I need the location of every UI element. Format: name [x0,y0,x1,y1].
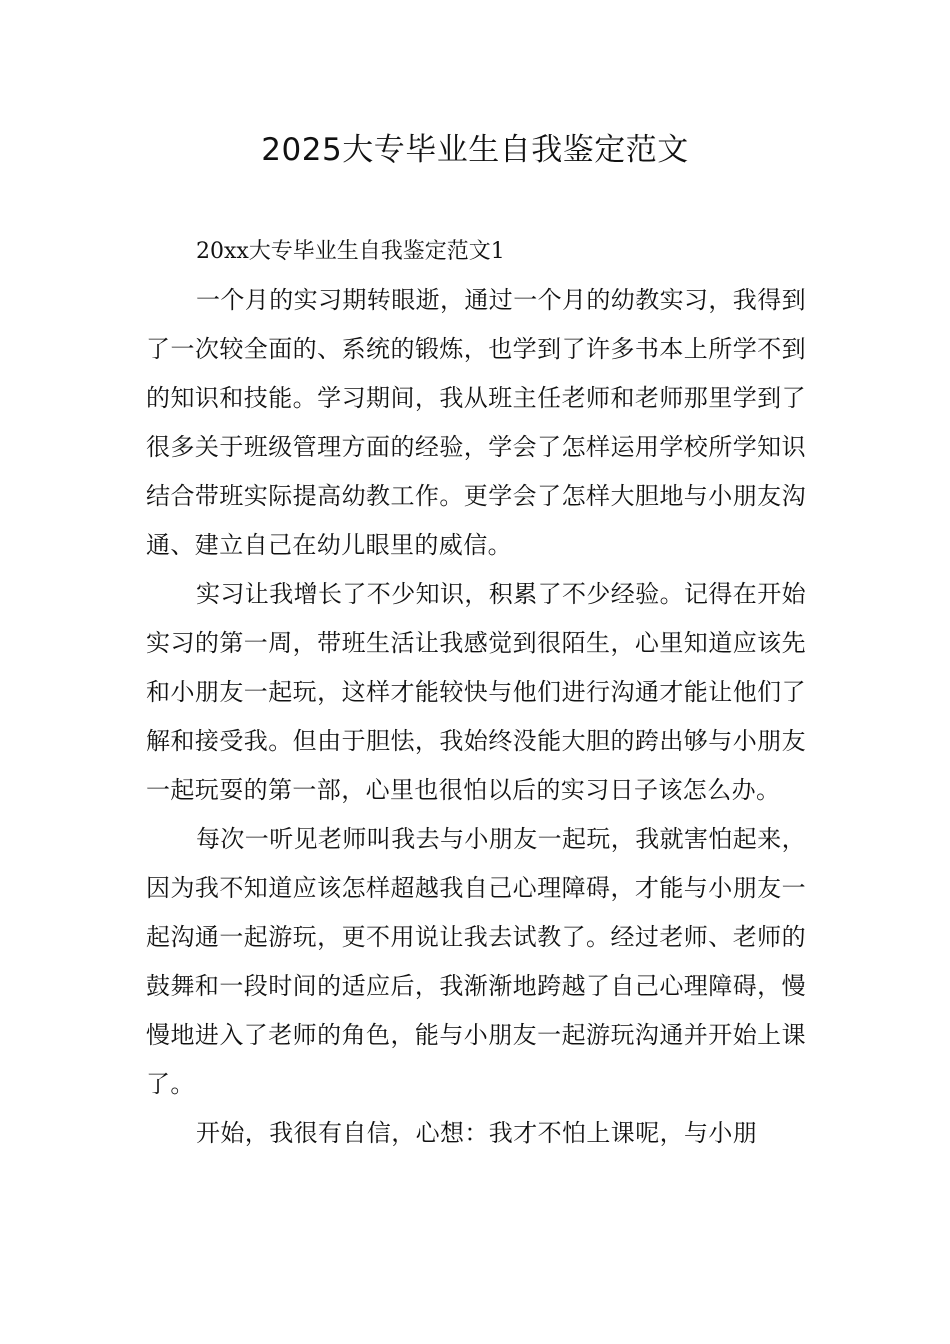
document-title: 2025大专毕业生自我鉴定范文 [261,132,689,168]
paragraph-1: 一个月的实习期转眼逝，通过一个月的幼教实习，我得到了一次较全面的、系统的锻炼，也学到了许多书本上所学不到的知识和技能。学习期间，我从班主任老师和老师那里学到了很多关于班级管理方面的经验，学会了怎样运用学校所学知识结合带班实际提高幼教工作。更学会了怎样大胆地与小朋友沟通、建立自己在幼儿眼里的威信。 [146,286,806,559]
paragraph-2: 实习让我增长了不少知识，积累了不少经验。记得在开始实习的第一周，带班生活让我感觉到很陌生，心里知道应该先和小朋友一起玩，这样才能较快与他们进行沟通才能让他们了解和接受我。但由于胆怯，我始终没能大胆的跨出够与小朋友一起玩耍的第一部，心里也很怕以后的实习日子该怎么办。 [146,580,806,804]
section-subtitle: 20xx大专毕业生自我鉴定范文1 [196,239,505,264]
paragraph-4: 开始，我很有自信，心想：我才不怕上课呢，与小朋 [196,1119,758,1147]
document-body [146,227,806,1158]
paragraph-3: 每次一听见老师叫我去与小朋友一起玩，我就害怕起来，因为我不知道应该怎样超越我自己心理障碍，才能与小朋友一起沟通一起游玩，更不用说让我去试教了。经过老师、老师的鼓舞和一段时间的适应后，我渐渐地跨越了自己心理障碍，慢慢地进入了老师的角色，能与小朋友一起游玩沟通并开始上课了。 [146,825,806,1098]
